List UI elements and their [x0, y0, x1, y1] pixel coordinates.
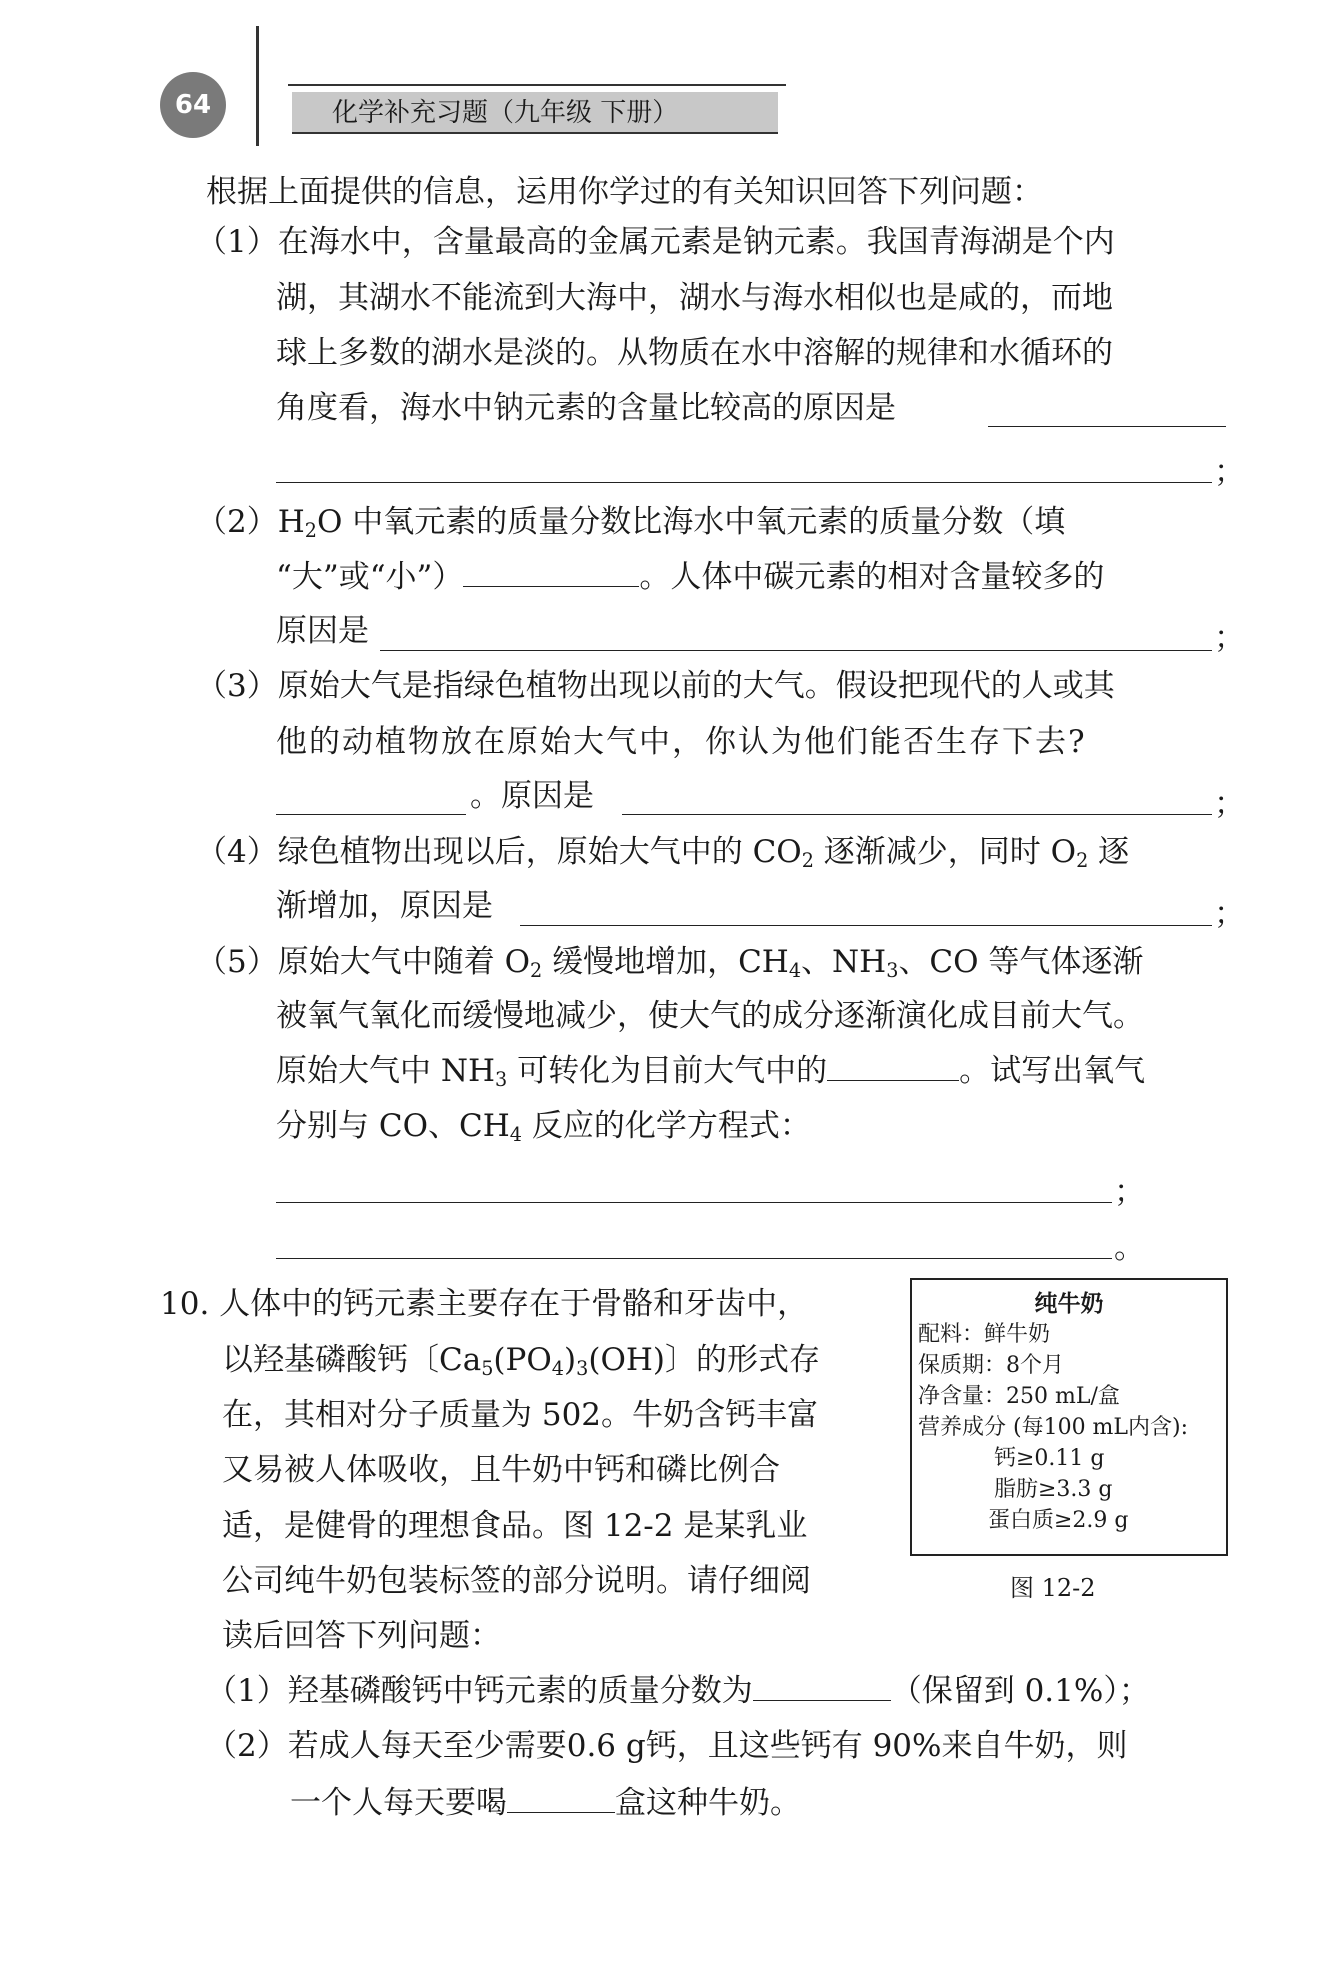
book-title: 化学补充习题（九年级 下册） — [292, 92, 778, 134]
subscript: 4 — [551, 1356, 565, 1380]
h-symbol: H — [277, 504, 305, 540]
q9-p5-line2: 被氧气氧化而缓慢地减少，使大气的成分逐渐演化成目前大气。 — [276, 998, 1144, 1034]
figure-caption: 图 12-2 — [1010, 1574, 1096, 1602]
q10-sub2-text-a: 一个人每天要喝 — [290, 1785, 507, 1821]
q9-p2-line3: 原因是 — [276, 613, 369, 649]
milk-label-protein: 蛋白质≥2.9 g — [988, 1508, 1129, 1533]
q10-line4: 又易被人体吸收，且牛奶中钙和磷比例合 — [222, 1452, 780, 1488]
q10-line6: 公司纯牛奶包装标签的部分说明。请仔细阅 — [222, 1563, 811, 1599]
answer-blank-p1b[interactable] — [276, 482, 1212, 483]
subscript: 3 — [495, 1067, 508, 1091]
q10-sub1-text-b: （保留到 0.1%）； — [890, 1673, 1150, 1709]
milk-label-nutrition-header: 营养成分 (每100 mL内含): — [918, 1415, 1189, 1440]
q9-p4-line1 — [196, 832, 1129, 872]
milk-label-box — [910, 1278, 1228, 1556]
q9-p5-text-b: 缓慢地增加，CH — [542, 944, 789, 980]
q9-p4-text-a: （4）绿色植物出现以后，原始大气中的 CO — [196, 834, 802, 870]
q9-p2-line1 — [196, 502, 1065, 542]
q9-p1-line1: （1）在海水中，含量最高的金属元素是钠元素。我国青海湖是个内 — [196, 224, 1115, 260]
q9-p1-line3: 球上多数的湖水是淡的。从物质在水中溶解的规律和水循环的 — [276, 335, 1113, 371]
answer-blank-p4[interactable] — [520, 925, 1212, 926]
answer-blank-p1a[interactable] — [988, 426, 1226, 427]
q10-line3: 在，其相对分子质量为 502。牛奶含钙丰富 — [222, 1397, 819, 1433]
subscript: 2 — [1076, 848, 1089, 872]
q9-p2-line2-b: 。人体中碳元素的相对含量较多的 — [639, 559, 1105, 595]
q9-p3-line2: 他的动植物放在原始大气中，你认为他们能否生存下去? — [276, 724, 1087, 760]
semicolon: ； — [1214, 454, 1245, 490]
q9-p5-line4 — [276, 1106, 811, 1146]
answer-blank-p5c[interactable] — [276, 1258, 1112, 1259]
q9-p2-number: （2） — [196, 504, 278, 540]
milk-label-net-content: 净含量：250 mL/盒 — [918, 1384, 1120, 1409]
page-number-badge: 64 — [160, 72, 226, 138]
semicolon: ； — [1214, 896, 1245, 932]
q10-line7: 读后回答下列问题： — [222, 1618, 501, 1654]
q9-p5-text-c: 、NH — [801, 944, 887, 980]
q9-p1-line2: 湖，其湖水不能流到大海中，湖水与海水相似也是咸的，而地 — [276, 280, 1113, 316]
semicolon: ； — [1114, 1174, 1145, 1210]
q9-p5-text-d: 、CO 等气体逐渐 — [898, 944, 1144, 980]
q10-sub2-line2 — [290, 1782, 801, 1823]
milk-label-fat: 脂肪≥3.3 g — [994, 1477, 1113, 1502]
q9-p4-text-c: 逐 — [1088, 834, 1130, 870]
q10-sub1-text-a: （1）羟基磷酸钙中钙元素的质量分数为 — [206, 1673, 753, 1709]
q10-line5: 适，是健骨的理想食品。图 12-2 是某乳业 — [222, 1508, 808, 1544]
q10-text-d: (OH)〕的形式存 — [588, 1342, 820, 1378]
q9-p5-text-e: 原始大气中 NH — [276, 1053, 496, 1089]
semicolon: ； — [1214, 786, 1245, 822]
subscript: 5 — [481, 1356, 494, 1380]
milk-label-title: 纯牛奶 — [1034, 1290, 1104, 1317]
q9-intro: 根据上面提供的信息，运用你学过的有关知识回答下列问题： — [206, 174, 1043, 210]
q10-sub2-line1: （2）若成人每天至少需要0.6 g钙，且这些钙有 90%来自牛奶，则 — [206, 1728, 1128, 1764]
q9-p3-line3: 。原因是 — [470, 778, 594, 814]
header-divider — [256, 26, 259, 146]
milk-label-shelf-life: 保质期：8个月 — [918, 1353, 1064, 1378]
period: 。 — [1114, 1230, 1145, 1266]
answer-blank-p3b[interactable] — [622, 814, 1212, 815]
q9-p3-line1: （3）原始大气是指绿色植物出现以前的大气。假设把现代的人或其 — [196, 668, 1115, 704]
q9-p1-line4: 角度看，海水中钠元素的含量比较高的原因是 — [276, 390, 896, 426]
q9-p4-line2: 渐增加，原因是 — [276, 888, 493, 924]
answer-blank-q10a[interactable] — [753, 1670, 891, 1701]
header-top-rule — [288, 84, 786, 86]
q9-p2-line2 — [276, 556, 1104, 597]
q10-text-c: ) — [564, 1342, 577, 1378]
subscript: 4 — [788, 958, 802, 982]
q9-p5-text-g: 。试写出氧气 — [959, 1053, 1146, 1089]
subscript: 3 — [576, 1356, 589, 1380]
milk-label-calcium: 钙≥0.11 g — [994, 1446, 1105, 1471]
q9-p4-text-b: 逐渐减少，同时 O — [813, 834, 1077, 870]
q9-p5-text-f: 可转化为目前大气中的 — [507, 1053, 828, 1089]
answer-blank-p2b[interactable] — [380, 650, 1212, 651]
q9-p5-line3 — [276, 1050, 1145, 1091]
answer-blank-p3a[interactable] — [276, 814, 466, 815]
semicolon: ； — [1214, 620, 1245, 656]
q9-p2-line1-text: O 中氧元素的质量分数比海水中氧元素的质量分数（填 — [317, 504, 1066, 540]
milk-label-ingredients: 配料：鲜牛奶 — [918, 1322, 1051, 1347]
q9-p5-text-a: （5）原始大气中随着 O — [196, 944, 530, 980]
subscript: 2 — [801, 848, 814, 872]
q10-text-a: 以羟基磷酸钙〔Ca — [222, 1342, 482, 1378]
subscript: 2 — [304, 518, 317, 542]
q10-line2 — [222, 1340, 820, 1380]
subscript: 3 — [886, 958, 899, 982]
q10-line1: 10. 人体中的钙元素主要存在于骨骼和牙齿中， — [160, 1286, 809, 1322]
answer-blank-q10b[interactable] — [507, 1782, 615, 1813]
q10-text-b: (PO — [493, 1342, 552, 1378]
q9-p5-text-h: 分别与 CO、CH — [276, 1108, 510, 1144]
subscript: 2 — [530, 958, 543, 982]
answer-blank-p5b[interactable] — [276, 1202, 1112, 1203]
q9-p5-text-i: 反应的化学方程式： — [521, 1108, 811, 1144]
q9-p5-line1 — [196, 942, 1143, 982]
q10-sub2-text-b: 盒这种牛奶。 — [615, 1785, 801, 1821]
q9-p2-line2-a: “大”或“小”） — [276, 559, 464, 595]
answer-blank-p5a[interactable] — [827, 1050, 959, 1081]
answer-blank-p2a[interactable] — [463, 556, 639, 587]
subscript: 4 — [509, 1122, 522, 1146]
q10-sub1 — [206, 1670, 1150, 1711]
